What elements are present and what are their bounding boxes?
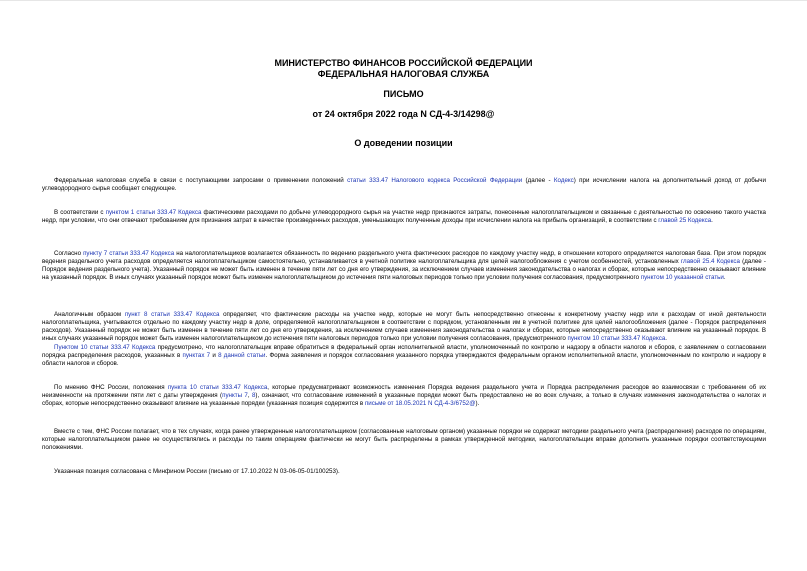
text: . xyxy=(711,217,713,224)
paragraph-7 xyxy=(42,428,766,452)
text: . xyxy=(665,335,668,342)
link-clause-7-article-333-47[interactable]: пункту 7 статьи 333.47 Кодекса xyxy=(83,250,175,257)
service-title: ФЕДЕРАЛЬНАЯ НАЛОГОВАЯ СЛУЖБА xyxy=(317,69,490,79)
paragraph-5 xyxy=(42,344,766,368)
text: и xyxy=(210,352,219,359)
link-clause-8-this-article[interactable]: 8 данной статьи xyxy=(218,352,266,359)
text: Указанная позиция согласована с Минфином России (письмо от 17.10.2022 N 03-06-05-01/100253). xyxy=(54,468,340,475)
text: Вместе с тем, ФНС России полагает, что в тех случаях, когда ранее утвержденные налогоплательщиком (согласованные налоговым органом) указанные порядки не содержат методики раздельного учета (распределения) расходов по операциям, которые налогоплательщиком ранее не осуществлялись и расходы по таким операциям фактически не могут быть распределены в рамках утвержденной методики, налогоплательщик вправе дополнить указанные порядки соответствующими положениями. xyxy=(42,428,766,451)
link-clause-10-article-333-47[interactable]: пункта 10 статьи 333.47 Кодекса xyxy=(167,384,268,391)
link-clause-10-this-article[interactable]: пунктом 10 указанной статьи xyxy=(640,274,724,281)
paragraph-2 xyxy=(42,209,766,225)
text: . xyxy=(723,274,726,281)
text: , которые предусматривают возможность изменения Порядка ведения раздельного учета и Порядка распределения расходов во взаимосвязи с требованием об их неизменности на протяжении пяти лет с даты утверждения ( xyxy=(42,384,766,399)
link-code[interactable]: Кодекс xyxy=(553,177,574,184)
text: Аналогичным образом xyxy=(54,311,125,318)
paragraph-3 xyxy=(42,250,766,282)
link-clause-8-article-333-47[interactable]: пункт 8 статьи 333.47 Кодекса xyxy=(124,311,220,318)
link-clause-8[interactable]: 8 xyxy=(251,392,256,399)
paragraph-6 xyxy=(42,384,766,408)
link-article-333-47-tax-code[interactable]: статьи 333.47 Налогового кодекса Российской Федерации xyxy=(347,177,523,184)
link-clauses-7[interactable]: пункты 7 xyxy=(222,392,248,399)
link-clause-1-article-333-47[interactable]: пунктом 1 статьи 333.47 Кодекса xyxy=(105,209,202,216)
text: ) при исчислении налога на дополнительный доход от добычи углеводородного сырья сообщает следующее. xyxy=(42,177,766,192)
text: (далее - Порядок ведения раздельного учета). Указанный порядок не может быть изменен в течение пяти лет со дня его утверждения, за исключением случаев изменения законодательства о налогах и сборах, которые непосредственно оказывают влияние на указанный порядок. В иных случаях указанный порядок может быть изменен налогоплательщиком до истечения пяти налоговых периодов только при условии получения согласования, предусмотренного xyxy=(42,258,766,281)
document-subject: О доведении позиции xyxy=(354,138,453,148)
ministry-title: МИНИСТЕРСТВО ФИНАНСОВ РОССИЙСКОЙ ФЕДЕРАЦИИ xyxy=(274,58,533,68)
link-clause-10-article-333-47[interactable]: Пунктом 10 статьи 333.47 Кодекса xyxy=(54,344,156,351)
text: на налогоплательщиков возлагается обязанность по ведению раздельного учета фактических расходов по каждому участку недр, в отношении которого определяется налоговая база. При этом порядок ведения раздельного учета расходов определяется налогоплательщиком самостоятельно, устанавливается в учетной политике налогоплательщика для целей налогообложения с учетом особенностей, установленных xyxy=(42,250,767,265)
text: ). xyxy=(475,400,480,407)
text: , xyxy=(247,392,252,399)
top-divider xyxy=(0,0,807,1)
text: В соответствии с xyxy=(54,209,106,216)
text: определяет, что фактические расходы на участке недр, которые не могут быть непосредственно отнесены к конкретному участку недр или к расходам от иной деятельности налогоплательщика, учитываются отдельно по каждому участку недр в доле, определяемой налогоплательщиком в соответствии с порядком, установленным им в учетной политике для целей налогообложения (далее - Порядок распределения расходов). Указанный порядок не может быть изменен в течение пяти лет со дня его утверждения, за исключением случаев изменения законодательства о налогах и сборах, которые непосредственно оказывают влияние на указанный порядок. В иных случаях указанный порядок может быть изменен налогоплательщиком до истечения пяти налоговых периодов только при условии получения согласования, предусмотренного xyxy=(42,311,766,342)
text: фактическими расходами по добыче углеводородного сырья на участке недр признаются затраты, понесенные налогоплательщиком и связанные с деятельностью по освоению такого участка недр, при условии, что они отвечают требованиям для признания затрат в качестве произведенных расходов, уменьшающих полученные доходы при исчислении налога на прибыль организаций, в соответствии с xyxy=(42,209,766,224)
link-clause-10-article-333-47[interactable]: пунктом 10 статьи 333.47 Кодекса xyxy=(567,335,666,342)
text: ), означают, что согласование изменений в указанные порядки может быть предоставлено не во всех случаях, а только в случаях изменения законодательства о налогах и сборах, которые непосредственно оказывают влияние на указанные порядки (указанная позиция содержится в xyxy=(42,392,766,407)
text: . Форма заявления и порядок согласования указанного порядка утверждаются федеральным органом исполнительной власти, уполномоченным по контролю и надзору в области налогов и сборов. xyxy=(42,352,766,367)
link-letter-18-05-2021[interactable]: письме от 18.05.2021 N СД-4-3/6752@ xyxy=(364,400,476,407)
paragraph-4 xyxy=(42,311,766,343)
paragraph-8 xyxy=(42,468,766,476)
text: предусмотрено, что налогоплательщик вправе обратиться в федеральный орган исполнительной власти, уполномоченный по контролю и надзору в области налогов и сборов, с заявлением о согласовании порядка распределения расходов, указанных в xyxy=(42,344,767,359)
paragraph-1 xyxy=(42,177,766,193)
link-chapter-25[interactable]: главой 25 Кодекса xyxy=(658,217,712,224)
text: По мнению ФНС России, положения xyxy=(54,384,168,391)
link-clause-7[interactable]: пунктах 7 xyxy=(182,352,211,359)
text: (далее - xyxy=(522,177,554,184)
text: Согласно xyxy=(54,250,84,257)
document-type: ПИСЬМО xyxy=(383,89,424,99)
text: Федеральная налоговая служба в связи с поступающими запросами о применении положений xyxy=(54,177,348,184)
document-date-number: от 24 октября 2022 года N СД-4-3/14298@ xyxy=(312,109,495,119)
link-chapter-25-4[interactable]: главой 25.4 Кодекса xyxy=(680,258,740,265)
